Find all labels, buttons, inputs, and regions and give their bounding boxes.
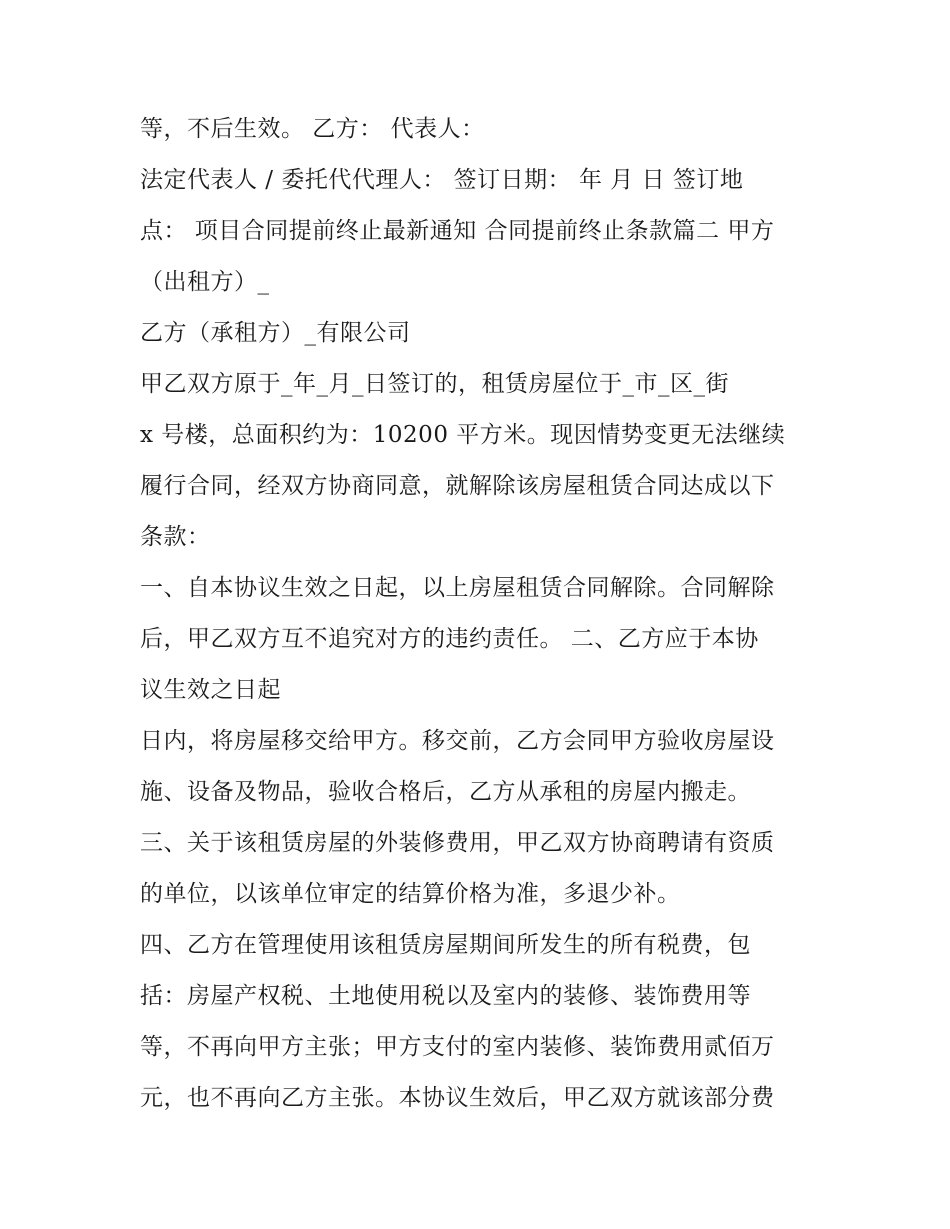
text-line: 议生效之日起 — [140, 677, 281, 703]
text-line: 履行合同，经双方协商同意，就解除该房屋租赁合同达成以下 — [140, 473, 775, 499]
text-line: 四、乙方在管理使用该租赁房屋期间所发生的所有税费，包 — [140, 932, 751, 958]
text-line: 法定代表人 / 委托代代理人： 签订日期： 年 月 日 签订地 — [140, 167, 744, 193]
text-line: 一、自本协议生效之日起，以上房屋租赁合同解除。合同解除 — [140, 575, 775, 601]
text-line: 甲乙双方原于_年_月_日签订的，租赁房屋位于_市_区_街 — [140, 371, 729, 397]
text-line: （出租方）_ — [140, 269, 270, 295]
text-line: 日内，将房屋移交给甲方。移交前，乙方会同甲方验收房屋设 — [140, 728, 775, 754]
text-line: 三、关于该租赁房屋的外装修费用，甲乙双方协商聘请有资质 — [140, 830, 775, 856]
text-line: 元，也不再向乙方主张。本协议生效后，甲乙双方就该部分费 — [140, 1085, 775, 1111]
text-line: 等，不再向甲方主张；甲方支付的室内装修、装饰费用贰佰万 — [140, 1034, 775, 1060]
text-line: 施、设备及物品，验收合格后，乙方从承租的房屋内搬走。 — [140, 779, 751, 805]
text-line: 条款： — [140, 524, 211, 550]
document-body — [140, 104, 820, 1124]
text-line: 点： 项目合同提前终止最新通知 合同提前终止条款篇二 甲方 — [140, 218, 775, 244]
text-line: 后，甲乙双方互不追究对方的违约责任。 二、乙方应于本协 — [140, 626, 759, 652]
text-line: x 号楼，总面积约为：10200 平方米。现因情势变更无法继续 — [140, 422, 786, 448]
text-line: 等，不后生效。 乙方： 代表人： — [140, 116, 485, 142]
text-line: 乙方（承租方）_有限公司 — [140, 320, 411, 346]
text-line: 括：房屋产权税、土地使用税以及室内的装修、装饰费用等 — [140, 983, 751, 1009]
text-line: 的单位，以该单位审定的结算价格为准，多退少补。 — [140, 881, 681, 907]
